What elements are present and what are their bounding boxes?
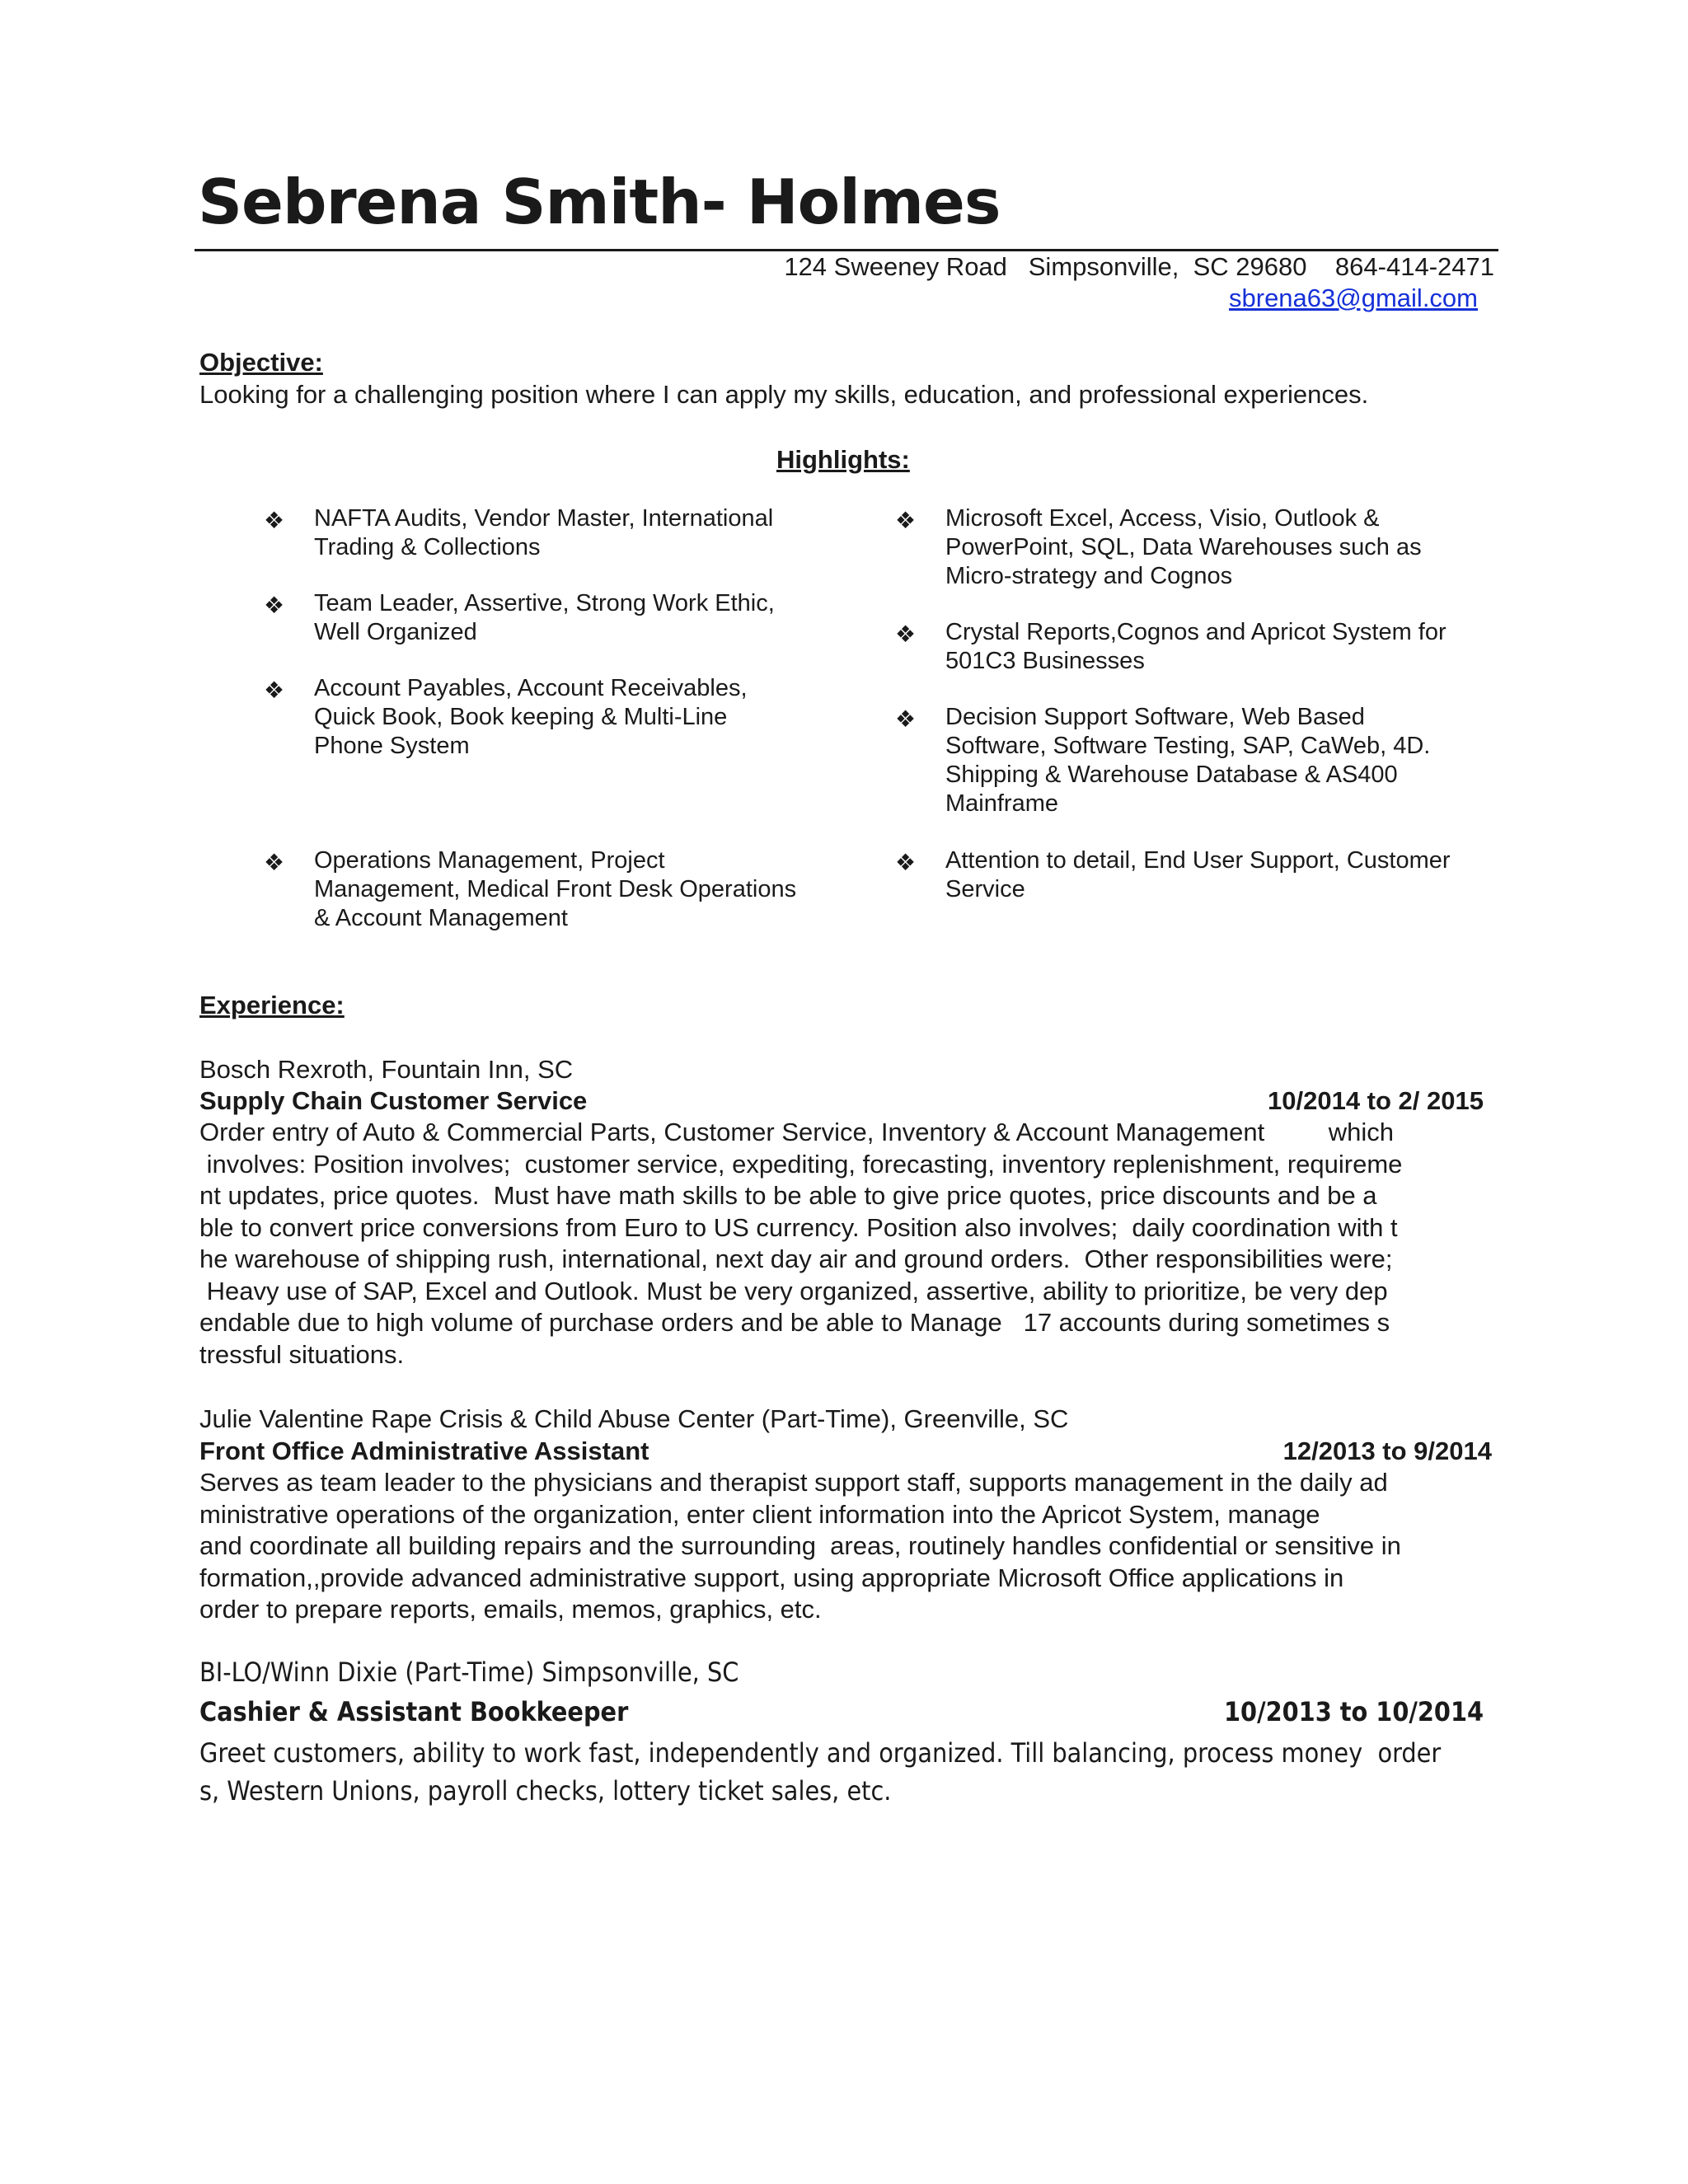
- bullet-icon: ❖: [264, 677, 285, 703]
- job-description: Serves as team leader to the physicians and therapist support staff, supports management in the daily ad ministrative operations of the organization, enter client information into the Apricot System, manage and coordinate all building repairs and the surrounding areas, routinely handles confidential or sensitive in formation,,provide advanced administrative support, using appropriate Microsoft Office applications in order to prepare reports, emails, memos, graphics, etc.: [199, 1468, 1401, 1624]
- highlight-item: NAFTA Audits, Vendor Master, International Trading & Collections: [314, 505, 774, 560]
- job-employer: Julie Valentine Rape Crisis & Child Abuse Center (Part-Time), Greenville, SC: [199, 1404, 1069, 1433]
- job-employer: BI-LO/Winn Dixie (Part-Time) Simpsonville, SC: [199, 1657, 739, 1688]
- bullet-icon: ❖: [895, 508, 917, 533]
- job-title: Front Office Administrative Assistant: [199, 1436, 649, 1465]
- highlight-item: Decision Support Software, Web Based Software, Software Testing, SAP, CaWeb, 4D. Shipping & Warehouse Database & AS400 Mainframe: [945, 704, 1431, 817]
- candidate-name: Sebrena Smith- Holmes: [198, 166, 1001, 238]
- highlight-item: Attention to detail, End User Support, Customer Service: [945, 847, 1451, 902]
- contact-email-link[interactable]: sbrena63@gmail.com: [1229, 284, 1478, 312]
- contact-address: 124 Sweeney Road Simpsonville, SC 29680 864-414-2471: [784, 252, 1494, 281]
- job-title: Supply Chain Customer Service: [199, 1086, 588, 1115]
- highlight-item: Operations Management, Project Management, Medical Front Desk Operations & Account Management: [314, 847, 797, 931]
- objective-text: Looking for a challenging position where I can apply my skills, education, and professional experiences.: [199, 380, 1369, 409]
- highlight-item: Account Payables, Account Receivables, Quick Book, Book keeping & Multi-Line Phone System: [314, 675, 748, 759]
- objective-heading: Objective:: [199, 348, 323, 377]
- experience-heading: Experience:: [199, 991, 345, 1019]
- bullet-icon: ❖: [264, 593, 285, 618]
- bullet-icon: ❖: [895, 621, 917, 647]
- bullet-icon: ❖: [264, 850, 285, 875]
- job-title: Cashier & Assistant Bookkeeper: [199, 1696, 629, 1727]
- bullet-icon: ❖: [264, 508, 285, 533]
- highlight-item: Team Leader, Assertive, Strong Work Ethic, Well Organized: [314, 590, 775, 645]
- header-divider: [195, 249, 1498, 251]
- job-dates: 10/2013 to 10/2014: [1224, 1696, 1484, 1727]
- highlights-heading: Highlights:: [776, 445, 910, 474]
- job-description: Greet customers, ability to work fast, independently and organized. Till balancing, process money order s, Western Unions, payroll checks, lottery ticket sales, etc.: [199, 1737, 1442, 1807]
- job-description: Order entry of Auto & Commercial Parts, Customer Service, Inventory & Account Management which involves: Position involves; customer service, expediting, forecasting, inventory replenishment, requireme nt updates, price quotes. Must have math skills to be able to give price quotes, price discounts and be a ble to convert price conversions from Euro to US currency. Position also involves; daily coordination with t he warehouse of shipping rush, international, next day air and ground orders. Other responsibilities were; Heavy use of SAP, Excel and Outlook. Must be very organized, assertive, ability to prioritize, be very dep endable due to high volume of purchase orders and be able to Manage 17 accounts during sometimes s tressful situations.: [199, 1118, 1403, 1369]
- highlight-item: Crystal Reports,Cognos and Apricot System for 501C3 Businesses: [945, 619, 1447, 674]
- job-dates: 12/2013 to 9/2014: [1282, 1436, 1492, 1465]
- bullet-icon: ❖: [895, 706, 917, 732]
- job-employer: Bosch Rexroth, Fountain Inn, SC: [199, 1055, 574, 1084]
- highlight-item: Microsoft Excel, Access, Visio, Outlook & PowerPoint, SQL, Data Warehouses such as Micro-strategy and Cognos: [945, 505, 1422, 589]
- job-dates: 10/2014 to 2/ 2015: [1268, 1086, 1484, 1115]
- bullet-icon: ❖: [895, 850, 917, 875]
